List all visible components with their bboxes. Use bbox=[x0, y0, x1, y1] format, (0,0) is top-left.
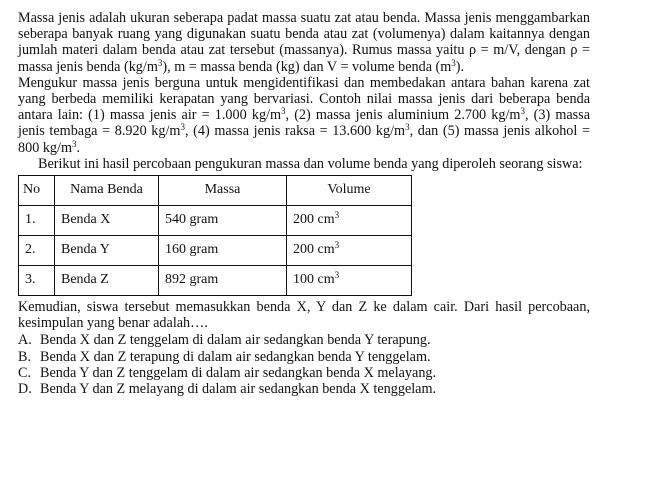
cell-no: 3. bbox=[19, 266, 55, 296]
definition-text: Massa jenis adalah ukuran seberapa padat massa suatu zat atau benda. Massa jenis menggambarkan seberapa banyak ruang yang digunakan suatu benda atau zat (volumenya) dalam kaitannya dengan jumlah materi dalam benda atau zat tersebut (massanya). Rumus massa yaitu ρ = m/V, dengan ρ = massa jenis benda (kg/m bbox=[18, 10, 590, 75]
volume-value: 200 cm bbox=[293, 242, 335, 258]
volume-value: 200 cm bbox=[293, 212, 335, 228]
superscript: 3 bbox=[72, 138, 77, 149]
examples-text: , (3) massa jenis tembaga = 8.920 kg/m bbox=[18, 107, 590, 140]
superscript: 3 bbox=[180, 122, 185, 133]
table-row bbox=[19, 266, 412, 296]
superscript: 3 bbox=[157, 57, 163, 68]
examples-text: , (4) massa jenis raksa = 13.600 kg/m bbox=[184, 123, 406, 140]
option-text: Benda X dan Z terapung di dalam air sedangkan benda Y tenggelam. bbox=[40, 348, 431, 365]
superscript: 3 bbox=[520, 106, 525, 117]
examples-text: Mengukur massa jenis berguna untuk mengidentifikasi dan membedakan antara bahan karena zat yang berbeda memiliki kerapatan yang bervariasi. Contoh nilai massa jenis dari beberapa benda antara lain: (1) massa jenis air = 1.000 kg/m bbox=[18, 74, 590, 124]
option-b[interactable] bbox=[18, 349, 590, 365]
cell-name: Benda Z bbox=[55, 266, 159, 296]
table-header-row bbox=[19, 176, 412, 206]
definition-text: ), m = massa benda (kg) dan V = volume benda (m bbox=[162, 58, 452, 75]
cell-name: Benda X bbox=[55, 206, 159, 236]
experiment-table bbox=[18, 175, 412, 296]
table-row bbox=[19, 236, 412, 266]
cell-mass: 540 gram bbox=[159, 206, 287, 236]
cell-name: Benda Y bbox=[55, 236, 159, 266]
superscript: 3 bbox=[334, 270, 340, 281]
table-row bbox=[19, 206, 412, 236]
superscript: 3 bbox=[451, 57, 456, 68]
option-text: Benda Y dan Z tenggelam di dalam air sedangkan benda X melayang. bbox=[40, 364, 437, 381]
header-volume: Volume bbox=[287, 176, 412, 206]
option-letter: B. bbox=[18, 348, 32, 365]
header-no: No bbox=[19, 176, 55, 206]
header-name: Nama Benda bbox=[55, 176, 159, 206]
intro-paragraph: Berikut ini hasil percobaan pengukuran massa dan volume benda yang diperoleh seorang siswa: bbox=[38, 155, 583, 172]
question-stem: Kemudian, siswa tersebut memasukkan benda X, Y dan Z ke dalam cair. Dari hasil percobaan, kesimpulan yang benar adalah…. bbox=[18, 299, 590, 332]
option-letter: C. bbox=[18, 364, 32, 381]
superscript: 3 bbox=[334, 240, 340, 251]
volume-value: 100 cm bbox=[293, 272, 335, 288]
cell-no: 2. bbox=[19, 236, 55, 266]
cell-mass: 160 gram bbox=[159, 236, 287, 266]
header-mass: Massa bbox=[159, 176, 287, 206]
examples-text: , (2) massa jenis aluminium 2.700 kg/m bbox=[285, 107, 521, 124]
option-text: Benda X dan Z tenggelam di dalam air sedangkan benda Y terapung. bbox=[40, 332, 431, 349]
definition-paragraph bbox=[18, 10, 590, 75]
cell-volume bbox=[287, 266, 412, 296]
option-letter: D. bbox=[18, 381, 32, 398]
superscript: 3 bbox=[334, 210, 340, 221]
option-letter: A. bbox=[18, 332, 32, 349]
superscript: 3 bbox=[405, 122, 410, 133]
cell-no: 1. bbox=[19, 206, 55, 236]
cell-volume bbox=[287, 206, 412, 236]
option-a[interactable] bbox=[18, 332, 590, 348]
option-d[interactable] bbox=[18, 381, 590, 397]
examples-text: . bbox=[76, 139, 81, 156]
cell-volume bbox=[287, 236, 412, 266]
examples-text: , dan (5) massa jenis alkohol = 800 kg/m bbox=[18, 123, 590, 156]
cell-mass: 892 gram bbox=[159, 266, 287, 296]
answer-options bbox=[18, 332, 590, 397]
superscript: 3 bbox=[281, 106, 286, 117]
examples-paragraph bbox=[18, 75, 590, 156]
option-text: Benda Y dan Z melayang di dalam air sedangkan benda X tenggelam. bbox=[40, 381, 437, 398]
definition-text: ). bbox=[455, 58, 465, 75]
question-document bbox=[18, 10, 590, 397]
option-c[interactable] bbox=[18, 365, 590, 381]
